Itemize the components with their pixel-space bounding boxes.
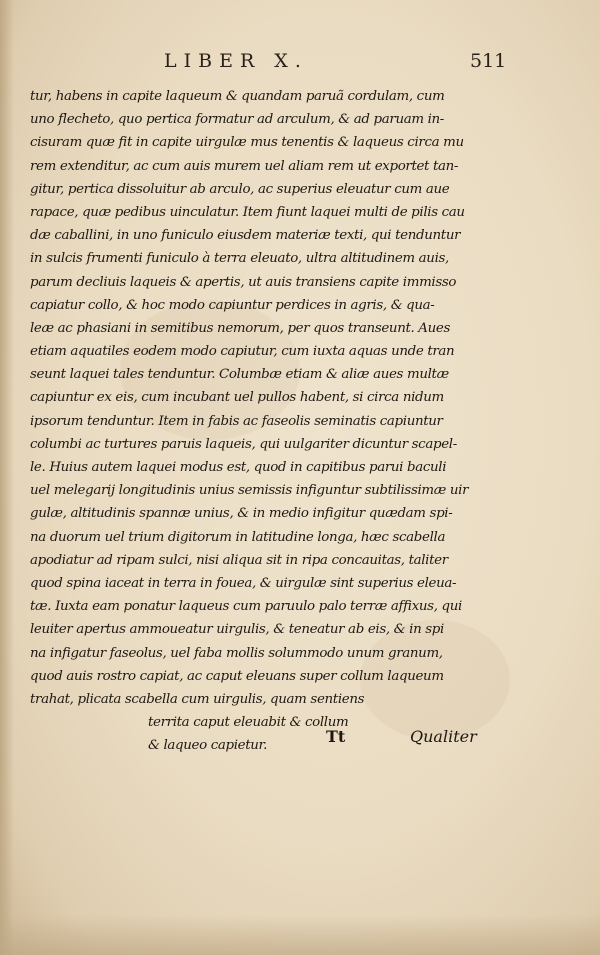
body-text	[30, 85, 478, 757]
text-line: cisuram quæ fit in capite uirgulæ mus tenentis & laqueus circa mu	[30, 135, 464, 151]
text-line: quod auis rostro capiat, ac caput eleuans super collum laqueum	[30, 668, 444, 684]
page-header	[0, 50, 600, 80]
text-line: ipsorum tenduntur. Item in fabis ac faseolis seminatis capiuntur	[30, 413, 443, 429]
page-edge-shadow	[0, 0, 14, 955]
text-line: rem extenditur, ac cum auis murem uel aliam rem ut exportet tan-	[30, 158, 459, 174]
catchword: Qualiter	[410, 727, 477, 746]
text-line: leæ ac phasiani in semitibus nemorum, per quos transeunt. Aues	[30, 320, 451, 336]
text-line: parum decliuis laqueis & apertis, ut auis transiens capite immisso	[30, 274, 457, 290]
text-line: le. Huius autem laquei modus est, quod in capitibus parui baculi	[30, 460, 447, 475]
text-line: rapace, quæ pedibus uinculatur. Item fiunt laquei multi de pilis cau	[30, 204, 465, 220]
text-line: quod spina iaceat in terra in fouea, & uirgulæ sint superius eleua-	[30, 575, 457, 591]
page-bottom-shadow	[0, 915, 600, 955]
text-line: gitur, pertica dissoluitur ab arculo, ac superius eleuatur cum aue	[30, 181, 450, 197]
text-line: apodiatur ad ripam sulci, nisi aliqua sit in ripa concauitas, taliter	[30, 552, 448, 568]
text-line: leuiter apertus ammoueatur uirgulis, & teneatur ab eis, & in spi	[30, 622, 444, 638]
signature-mark: Tt	[326, 727, 346, 746]
text-line: trahat, plicata scabella cum uirgulis, quam sentiens	[30, 691, 365, 707]
text-line: seunt laquei tales tenduntur. Columbæ etiam & aliæ aues multæ	[30, 367, 449, 383]
page-footer	[0, 727, 600, 757]
text-line: capiatur collo, & hoc modo capiuntur perdices in agris, & qua-	[30, 297, 435, 313]
page-number: 511	[470, 50, 507, 72]
text-line: gulæ, altitudinis spannæ unius, & in medio infigitur quædam spi-	[30, 506, 453, 522]
text-line: territa caput eleuabit & collum	[148, 715, 349, 731]
text-line: uel melegarij longitudinis unius semissis infiguntur subtilissimæ uir	[30, 483, 469, 499]
text-line: tur, habens in capite laqueum & quandam paruã cordulam, cum	[30, 89, 445, 104]
text-line: columbi ac turtures paruis laqueis, qui uulgariter dicuntur scapel-	[30, 436, 457, 452]
text-line: na infigatur faseolus, uel faba mollis solummodo unum granum,	[30, 645, 443, 661]
running-head: LIBER X.	[164, 50, 308, 72]
text-line: capiuntur ex eis, cum incubant uel pullos habent, si circa nidum	[30, 390, 444, 406]
text-line: & laqueo capietur.	[148, 738, 268, 754]
text-line: na duorum uel trium digitorum in latitudine longa, hæc scabella	[30, 529, 446, 545]
text-line: dæ caballini, in uno funiculo eiusdem materiæ texti, qui tenduntur	[30, 228, 461, 244]
text-line: in sulcis frumenti funiculo à terra eleuato, ultra altitudinem auis,	[30, 251, 449, 267]
text-line: uno flecheto, quo pertica formatur ad arculum, & ad paruam in-	[30, 112, 444, 128]
text-line: tæ. Iuxta eam ponatur laqueus cum paruulo palo terræ affixus, qui	[30, 599, 462, 615]
text-line: etiam aquatiles eodem modo capiutur, cum iuxta aquas unde tran	[30, 344, 455, 360]
